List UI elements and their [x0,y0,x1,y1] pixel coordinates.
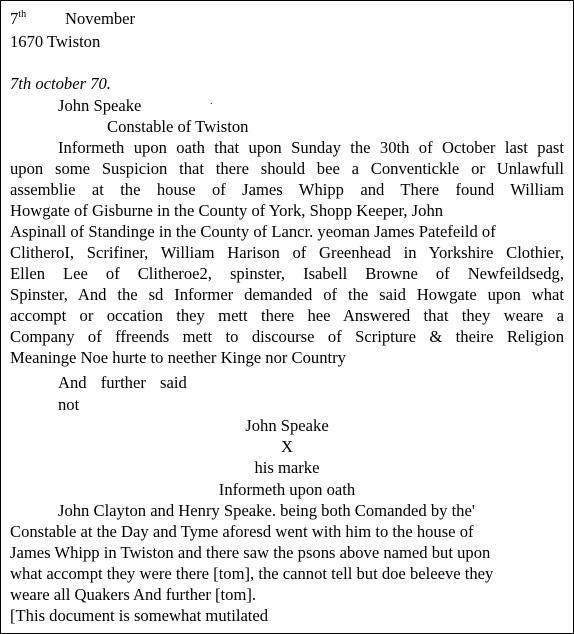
informant-role: Constable of Twiston [107,117,249,136]
header-day: 7th [10,9,27,28]
body-line-6: ClitheroI, Scrifiner, William Harison of Greenhead in Yorkshire Clothier, [10,243,564,262]
body2-line-3: James Whipp in Twiston and there saw the psons above named but upon [10,543,491,562]
further-said: And further said [58,373,187,392]
mutilated-note: [This document is somewhat mutilated [10,606,269,625]
body-line-10: Company of ffreends mett to discourse of Scripture & theire Religion [10,327,564,346]
body-line-8: Spinster, And the sd Informer demanded of the said Howgate upon what [10,285,564,304]
informeth-upon-oath: Informeth upon oath [218,480,356,499]
body-line-3: assemblie at the house of James Whipp and There found William [10,180,564,199]
body-line-2: upon some Suspicion that there should bee a Conventickle or Unlawfull [10,159,564,178]
body-line-7: Ellen Lee of Clitheroe2, spinster, Isabell Browne of Newfeildsedg, [10,264,564,283]
header-month: November [65,9,136,28]
signature-mark: X [281,437,293,456]
body2-line-2: Constable at the Day and Tyme aforesd went with him to the house of [10,522,474,541]
day-suffix: th [18,9,27,20]
body-line-4: Howgate of Gisburne in the County of York, Shopp Keeper, John [10,201,444,220]
body-line-11: Meaninge Noe hurte to neether Kinge nor Country [10,348,346,367]
ink-dot: . [210,96,213,107]
body2-line-1: John Clayton and Henry Speake. being both Comanded by the' [58,501,475,520]
signature-marke: his marke [254,458,320,477]
header-year-place: 1670 Twiston [10,32,101,51]
body2-line-5: weare all Quakers And further [tom]. [10,585,257,604]
signature-name: John Speake [245,416,329,435]
body2-line-4: what accompt they were there [tom], the cannot tell but doe beleeve they [10,564,494,583]
body-line-1: Informeth upon oath that upon Sunday the 30th of October last past [58,138,564,157]
body-line-5: Aspinall of Standinge in the County of Lancr. yeoman James Patefeild of [10,222,496,241]
not-line: not [58,395,80,414]
body-line-9: accompt or occation they mett there hee Answered that they weare a [10,306,564,325]
informant-name: John Speake [58,96,142,115]
date-line: 7th october 70. [10,74,111,93]
